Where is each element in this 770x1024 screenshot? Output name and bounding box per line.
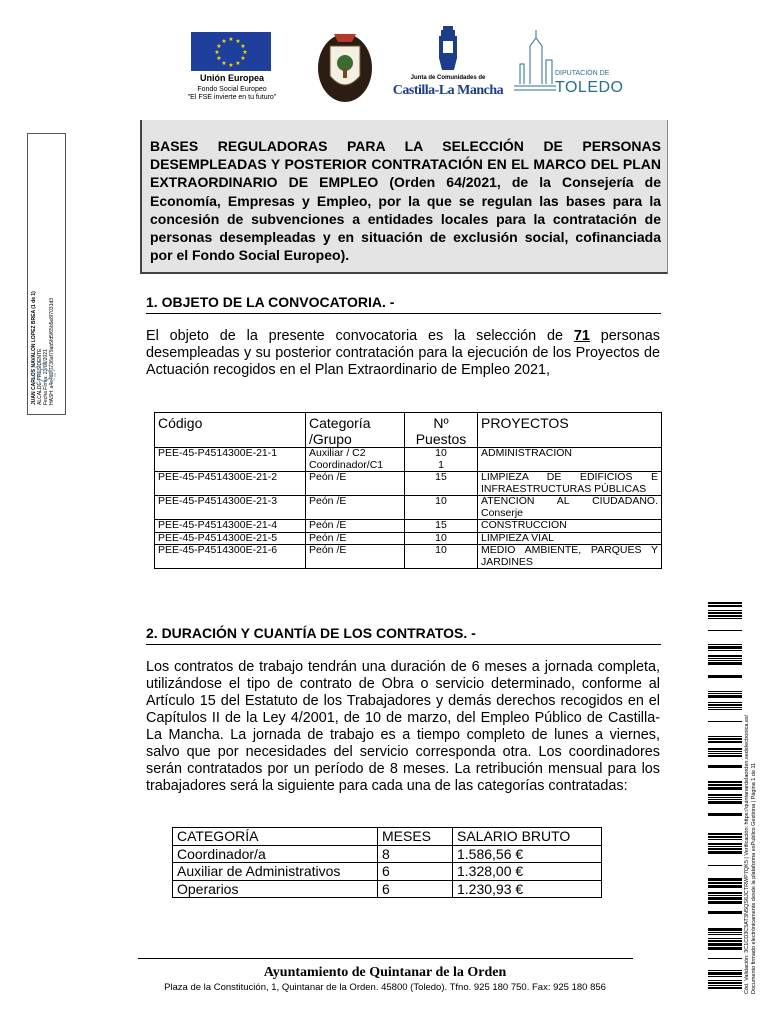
document-title: BASES REGULADORAS PARA LA SELECCIÓN DE PERSONAS DESEMPLEADAS Y POSTERIOR CONTRATACIÓN EN EL MARCO DEL PLAN EXTRAORDINARIO DE EMPLEO (Orden 64/2021, de la Consejería de Economía, Empresas y Empleo, por la que se regulan las bases para la concesión de subvenciones a entidades locales para la contratación de personas desempleadas y en situación de exclusión social, cofinanciada por el Fondo Social Europeo). (150, 138, 661, 264)
svg-text:★: ★ (240, 43, 246, 50)
projects-header-cell: Código (155, 413, 306, 448)
section1-text-end: personas desempleadas y su posterior contratación para la ejecución de los Proyectos de Actuación recogidos en el Plan Extraordinario de Empleo 2021, (146, 328, 660, 378)
svg-text:★: ★ (228, 36, 234, 43)
footer-address: Plaza de la Constitución, 1, Quintanar de la Orden. 45800 (Toledo). Tfno. 925 180 750. Fax: 925 180 856 (164, 982, 606, 993)
table-row (173, 863, 602, 881)
salary-header-cell: CATEGORÍA (173, 828, 378, 846)
table-cell: 10 (405, 545, 478, 569)
table-cell: MEDIO AMBIENTE, PARQUES Y JARDINES (478, 545, 662, 569)
footer-organization: Ayuntamiento de Quintanar de la Orden (263, 965, 507, 980)
barcode-icon (708, 602, 742, 994)
svg-text:★: ★ (235, 60, 241, 67)
table-row (155, 448, 662, 472)
table-cell: PEE-45-P4514300E-21-3 (155, 496, 306, 520)
salary-table (172, 827, 602, 898)
table-cell: LIMPIEZA VIAL (478, 532, 662, 545)
eu-sub-line1: Fondo Social Europeo (197, 86, 267, 93)
footer-rule (138, 958, 633, 959)
svg-text:★: ★ (214, 49, 220, 56)
projects-header-cell: Nº Puestos (405, 413, 478, 448)
svg-text:★: ★ (221, 60, 227, 67)
table-cell: CONSTRUCCIÓN (478, 520, 662, 533)
table-cell: 15 (405, 520, 478, 533)
table-cell: 10 (405, 532, 478, 545)
table-cell: PEE-45-P4514300E-21-4 (155, 520, 306, 533)
svg-text:★: ★ (221, 38, 227, 45)
table-row (155, 496, 662, 520)
table-cell: PEE-45-P4514300E-21-2 (155, 472, 306, 496)
svg-text:★: ★ (216, 43, 222, 50)
projects-header-cell: PROYECTOS (478, 413, 662, 448)
electronic-seal-icon (31, 362, 57, 388)
table-cell: ADMINISTRACIÓN (478, 448, 662, 472)
table-row (155, 520, 662, 533)
table-cell: Operarios (173, 880, 378, 898)
svg-text:★: ★ (228, 62, 234, 69)
table-cell: Auxiliar de Administrativos (173, 863, 378, 881)
table-cell: 1.230,93 € (453, 880, 602, 898)
diputacion-logo-line1: DIPUTACIÓN DE (555, 70, 610, 77)
section1-paragraph (146, 328, 660, 379)
table-cell: Peón /E (306, 532, 405, 545)
svg-text:★: ★ (242, 49, 248, 56)
positions-count: 71 (573, 328, 590, 344)
table-row (173, 845, 602, 863)
table-cell: Peón /E (306, 496, 405, 520)
table-cell: PEE-45-P4514300E-21-6 (155, 545, 306, 569)
table-row (155, 472, 662, 496)
signer-role: ALCALDE-PRESIDENTE (37, 348, 43, 405)
table-row (155, 532, 662, 545)
salary-header-cell: SALARIO BRUTO (453, 828, 602, 846)
table-cell: 6 (378, 863, 453, 881)
signer-name: JUAN CARLOS NAVALON LOPEZ BREA (1 de 1) (31, 291, 37, 405)
municipal-shield-logo (312, 26, 378, 106)
table-cell: Peón /E (306, 520, 405, 533)
signature-date: Fecha Firma: 23/09/2021 (43, 349, 49, 405)
table-cell: 8 (378, 845, 453, 863)
table-cell: ATENCIÓN AL CIUDADANO. Conserje (478, 496, 662, 520)
table-cell: 15 (405, 472, 478, 496)
table-cell: 10 (405, 496, 478, 520)
signature-hash: HASH: a4e4d0f7736af79ab5fd5f65b5e8f7031d3 (49, 297, 55, 405)
eu-flag-logo (191, 32, 271, 71)
eu-logo-title: Unión Europea (199, 73, 264, 83)
diputacion-logo-line2: TOLEDO (555, 79, 624, 96)
table-cell: LIMPIEZA DE EDIFICIOS E INFRAESTRUCTURAS PÚBLICAS (478, 472, 662, 496)
table-cell: 6 (378, 880, 453, 898)
svg-text:★: ★ (240, 55, 246, 62)
salary-header-cell: MESES (378, 828, 453, 846)
jccm-logo-line2: Castilla-La Mancha (392, 83, 504, 98)
section1-text-start: El objeto de la presente convocatoria es la selección de (146, 328, 574, 344)
table-cell: Peón /E (306, 545, 405, 569)
table-cell: 10 1 (405, 448, 478, 472)
table-row (173, 880, 602, 898)
projects-header-cell: Categoría /Grupo (306, 413, 405, 448)
eu-logo-subtitle (165, 86, 299, 102)
svg-text:★: ★ (235, 38, 241, 45)
jccm-logo-line1: Junta de Comunidades de (410, 75, 486, 81)
verification-line1: Cód. Validación: 3C1CD3C5AT3N5QS6JCTRWP7QK5 | Verificación: https://quintanardelaorden.sedelectronica.es/ (744, 714, 750, 994)
section1-rule (146, 313, 661, 314)
section1-heading: 1. OBJETO DE LA CONVOCATORIA. - (146, 294, 395, 310)
table-cell: Peón /E (306, 472, 405, 496)
svg-text:★: ★ (216, 55, 222, 62)
salary-table-header (173, 828, 602, 846)
table-row (155, 545, 662, 569)
projects-table (154, 412, 662, 569)
section2-rule (146, 644, 661, 645)
section2-heading: 2. DURACIÓN Y CUANTÍA DE LOS CONTRATOS. - (146, 625, 476, 641)
section2-paragraph: Los contratos de trabajo tendrán una duración de 6 meses a jornada completa, utilizándose el tipo de contrato de Obra o servicio determinado, conforme al Artículo 15 del Estatuto de los Trabajadores y demás derechos recogidos en el Capítulos II de la Ley 4/2001, de 10 de marzo, del Empleo Público de Castilla- La Mancha. La jornada de trabajo es a tiempo completo de lunes a viernes, salvo que por necesidades del servicio corresponda otra. Los coordinadores serán contratados por un período de 8 meses. La retribución mensual para los trabajadores será la siguiente para cada una de las categorías contratadas: (146, 659, 660, 794)
table-cell: 1.328,00 € (453, 863, 602, 881)
table-cell: Auxiliar / C2 Coordinador/C1 (306, 448, 405, 472)
table-cell: 1.586,56 € (453, 845, 602, 863)
verification-text (744, 602, 758, 994)
projects-table-header (155, 413, 662, 448)
table-cell: PEE-45-P4514300E-21-5 (155, 532, 306, 545)
verification-line2: Documento firmado electrónicamente desde la plataforma esPublico Gestiona | Página 1 de 11 (751, 762, 757, 994)
eu-sub-line2: "El FSE invierte en tu futuro" (187, 94, 277, 101)
document-title-box (140, 120, 668, 274)
table-cell: Coordinador/a (173, 845, 378, 863)
table-cell: PEE-45-P4514300E-21-1 (155, 448, 306, 472)
